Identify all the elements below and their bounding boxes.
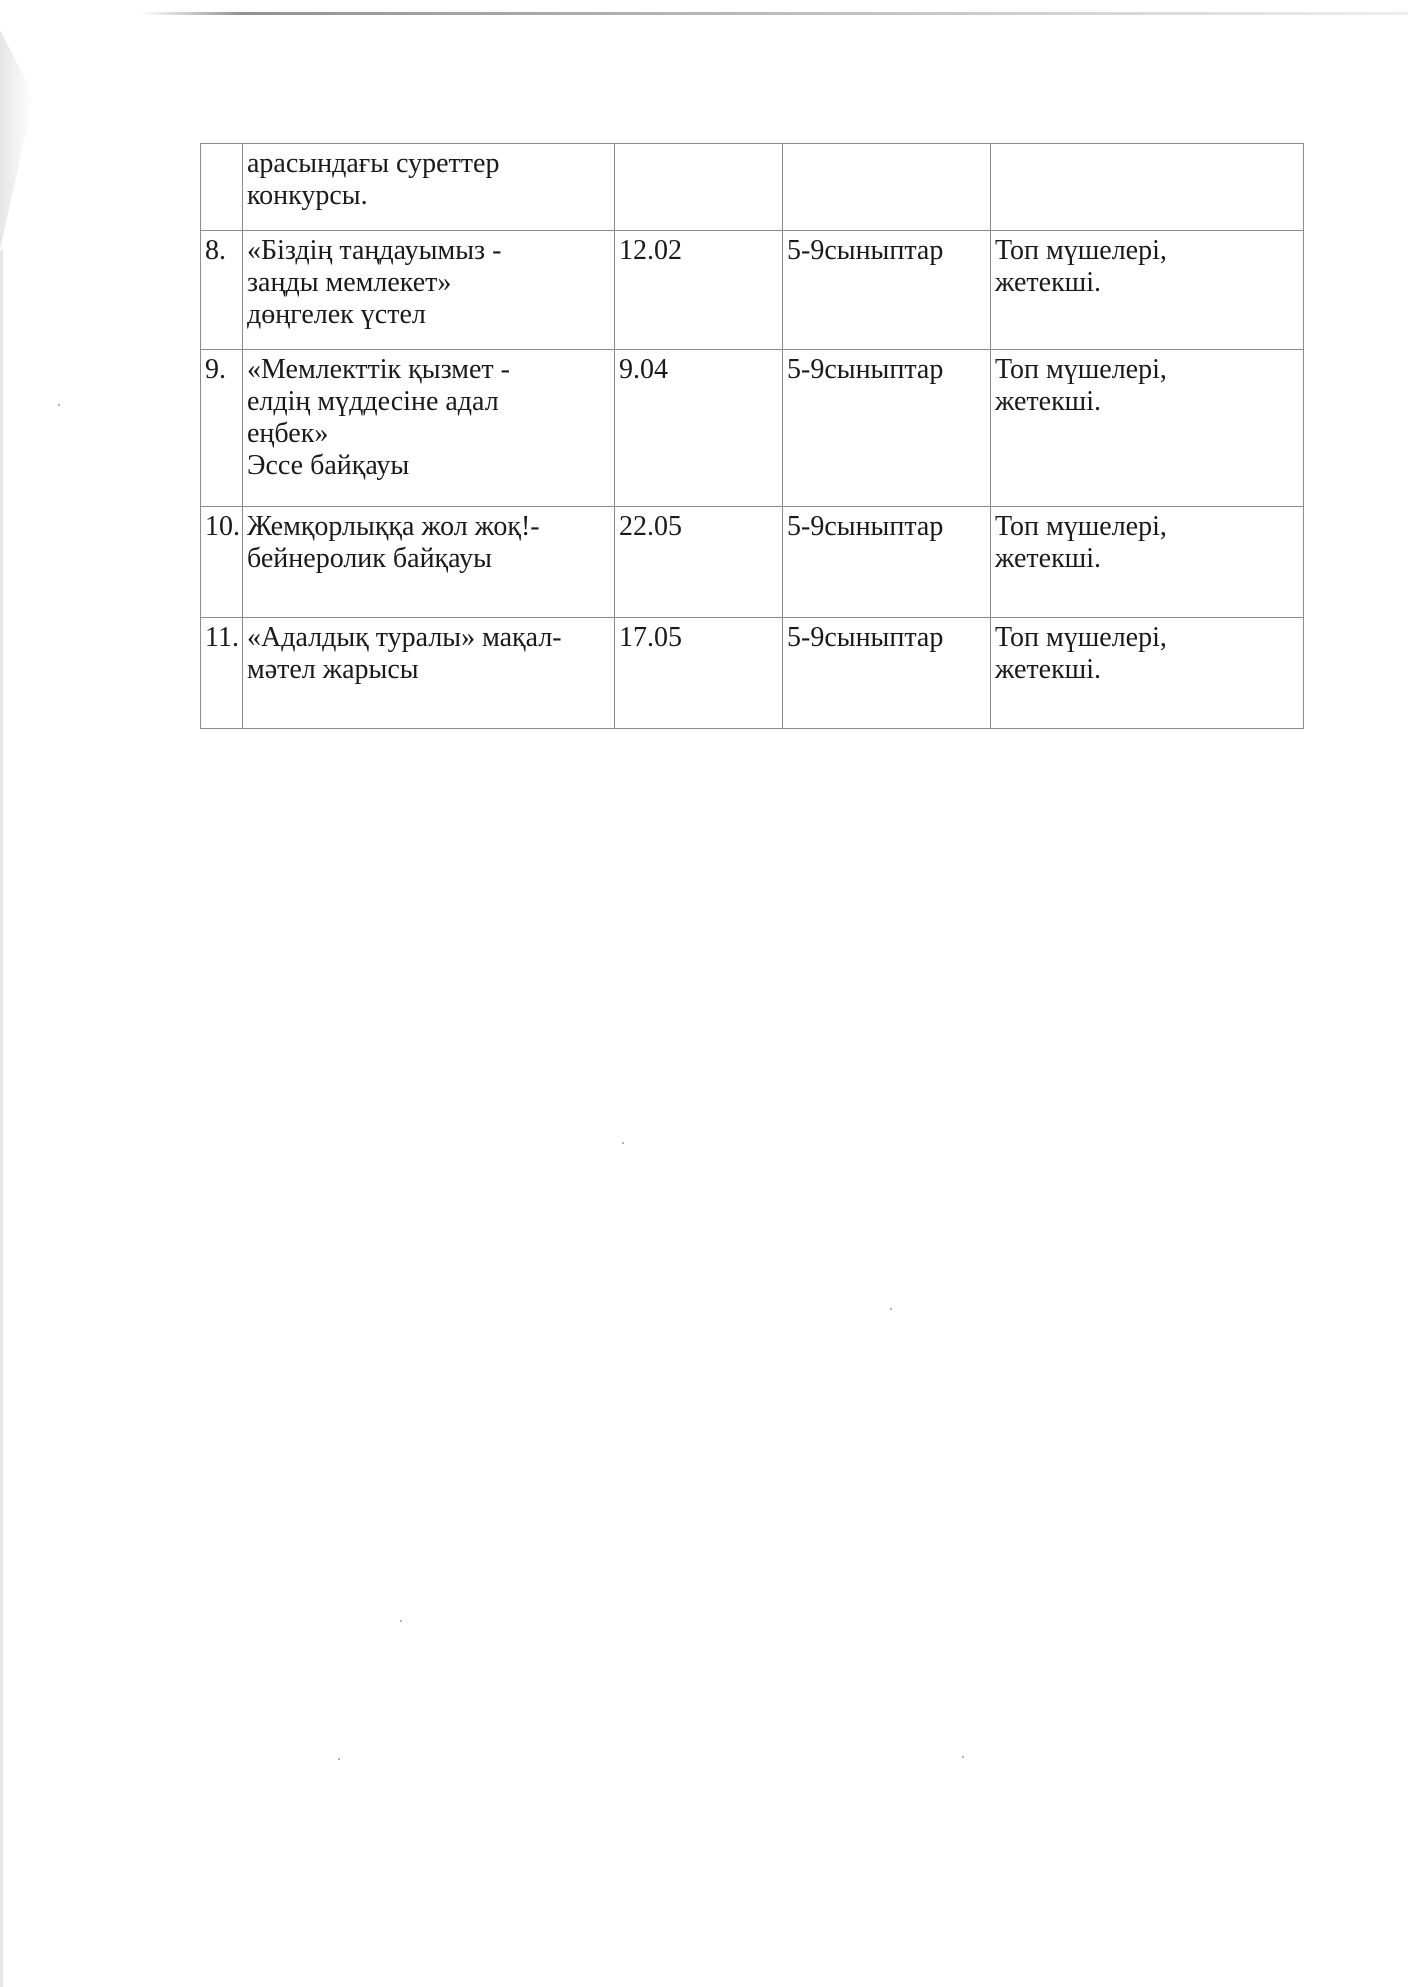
event-responsible [991,144,1304,231]
event-date: 17.05 [615,618,783,729]
scan-speck [338,1758,340,1760]
scan-speck [58,404,60,406]
event-grades: 5-9сыныптар [783,618,991,729]
event-responsible: Топ мүшелері, жетекші. [991,507,1304,618]
event-date: 12.02 [615,231,783,350]
row-number: 9. [201,350,243,507]
scan-shadow-left [0,30,34,250]
event-title: «Біздің таңдауымыз - заңды мемлекет» дөңгелек үстел [243,231,615,350]
table-row [201,350,1304,507]
event-title: Жемқорлыққа жол жоқ!- бейнеролик байқауы [243,507,615,618]
scan-speck [622,1142,624,1144]
table-row [201,231,1304,350]
scan-speck [962,1756,964,1758]
row-number: 11. [201,618,243,729]
event-responsible: Топ мүшелері, жетекші. [991,618,1304,729]
row-number: 10. [201,507,243,618]
row-number: 8. [201,231,243,350]
scan-shadow-top [140,12,1408,15]
event-title: «Мемлекттік қызмет - елдің мүддесіне адал еңбек» Эссе байқауы [243,350,615,507]
scan-speck [400,1620,402,1622]
event-responsible: Топ мүшелері, жетекші. [991,231,1304,350]
table-row [201,507,1304,618]
event-title: «Адалдық туралы» мақал- мәтел жарысы [243,618,615,729]
event-plan-table [200,143,1304,729]
scan-speck [890,1308,892,1310]
event-grades: 5-9сыныптар [783,350,991,507]
scan-shadow-left-edge [0,250,3,1987]
event-title: арасындағы суреттер конкурсы. [243,144,615,231]
event-grades: 5-9сыныптар [783,231,991,350]
event-grades: 5-9сыныптар [783,507,991,618]
table-row [201,144,1304,231]
table-row [201,618,1304,729]
event-date: 9.04 [615,350,783,507]
event-responsible: Топ мүшелері, жетекші. [991,350,1304,507]
event-date: 22.05 [615,507,783,618]
event-grades [783,144,991,231]
event-date [615,144,783,231]
row-number [201,144,243,231]
